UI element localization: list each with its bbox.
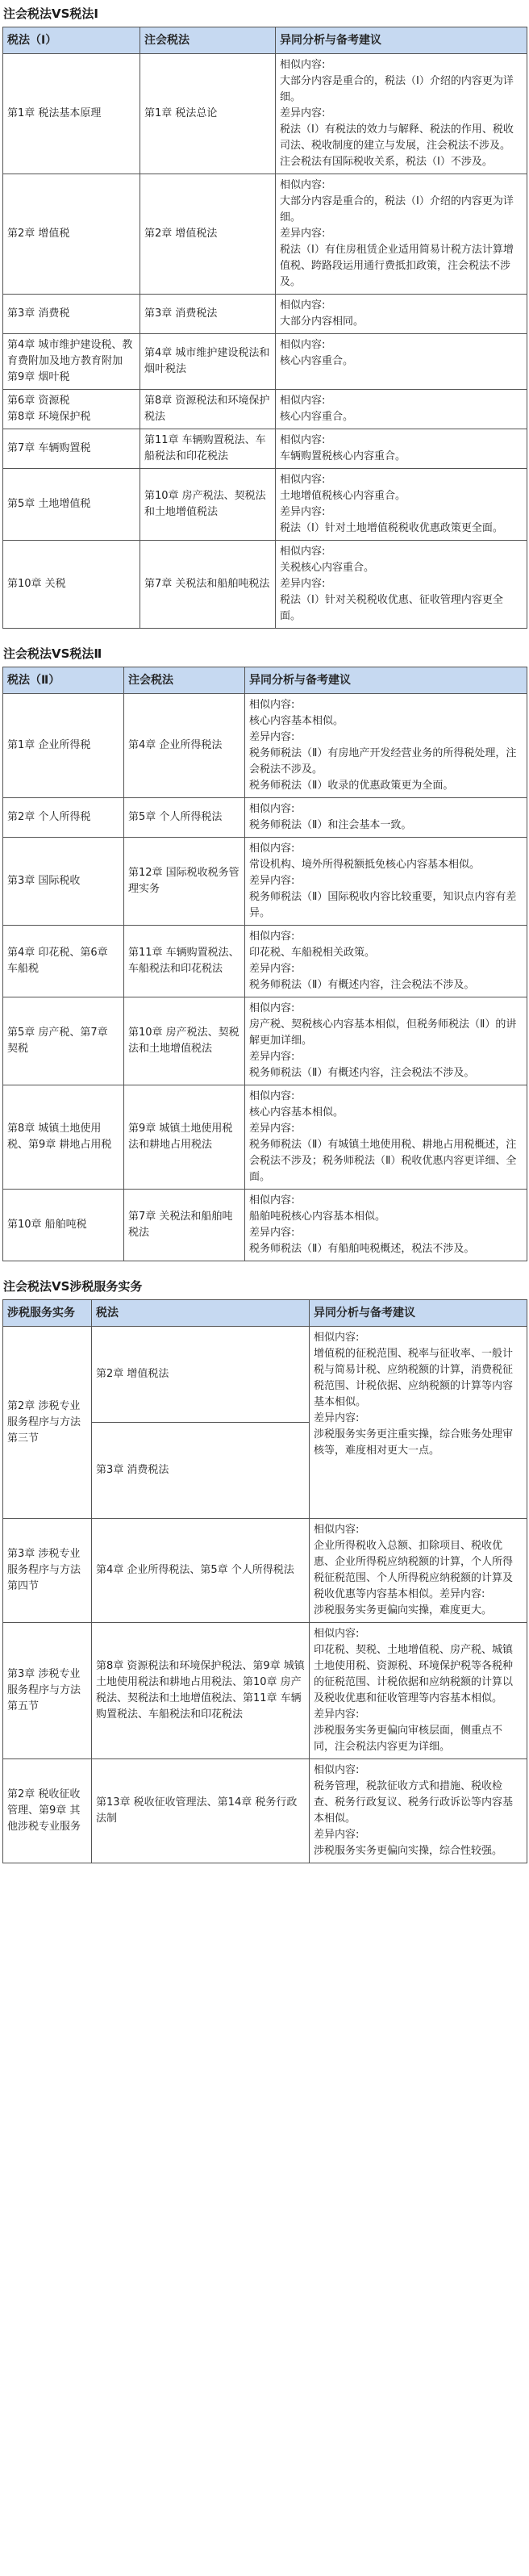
analysis-line: 相似内容:: [249, 1002, 295, 1014]
analysis-line: 税务师税法（Ⅱ）收录的优惠政策更为全面。: [249, 780, 454, 792]
analysis-cell: [276, 429, 527, 469]
table-row: [3, 390, 527, 429]
analysis-line: 税务师税法（Ⅱ）有城镇土地使用税、耕地占用税概述，注会税法不涉及；税务师税法（Ⅱ）税收优惠内容更详细、全面。: [249, 1139, 517, 1183]
analysis-cell: [276, 541, 527, 629]
mid-chapter-cell: 第9章 城镇土地使用税法和耕地占用税法: [124, 1085, 245, 1190]
analysis-line: 印花税、契税、土地增值税、房产税、城镇土地使用税、资源税、环境保护税等各税种的征税范围、计税依据和应纳税额的计算以及税收优惠和征收管理等内容基本相似。: [314, 1644, 514, 1704]
analysis-cell: [310, 1519, 527, 1623]
table-row: [3, 1759, 527, 1863]
column-header: 异同分析与备考建议: [276, 27, 527, 54]
mid-chapter-cell: 第2章 增值税法: [140, 174, 276, 295]
column-header: 涉税服务实务: [3, 1300, 92, 1327]
comparison-table: [2, 1299, 527, 1863]
analysis-cell: [276, 54, 527, 174]
analysis-line: 差异内容:: [280, 228, 326, 240]
analysis-line: 差异内容:: [280, 578, 326, 590]
analysis-line: 土地增值税核心内容重合。: [280, 490, 406, 502]
table-header-row: [3, 1300, 527, 1327]
analysis-line: 差异内容:: [314, 1829, 360, 1841]
column-header: 税法（Ⅰ）: [3, 27, 140, 54]
mid-chapter-cell: 第4章 企业所得税法、第5章 个人所得税法: [92, 1519, 310, 1623]
analysis-cell: [276, 469, 527, 541]
analysis-line: 相似内容:: [249, 1194, 295, 1206]
mid-chapter-cell: 第4章 城市维护建设税法和烟叶税法: [140, 334, 276, 390]
analysis-line: 相似内容:: [280, 474, 326, 486]
analysis-line: 相似内容:: [280, 546, 326, 558]
analysis-line: 差异内容:: [249, 875, 295, 887]
left-chapter-cell: 第3章 涉税专业服务程序与方法 第四节: [3, 1519, 92, 1623]
analysis-line: 相似内容:: [280, 179, 326, 191]
left-chapter-cell: 第8章 城镇土地使用税、第9章 耕地占用税: [3, 1085, 124, 1190]
analysis-line: 税法（Ⅰ）有住房租赁企业适用简易计税方法计算增值税、跨路段运用通行费抵扣政策，注会税法不涉及。: [280, 244, 514, 288]
mid-chapter-cell: 第3章 消费税法: [92, 1423, 310, 1519]
analysis-line: 印花税、车船税相关政策。: [249, 947, 376, 959]
left-chapter-cell: 第7章 车辆购置税: [3, 429, 140, 469]
mid-chapter-cell: 第10章 房产税法、契税法和土地增值税法: [124, 997, 245, 1085]
table-row: [3, 1519, 527, 1623]
analysis-cell: [245, 1190, 527, 1261]
table-row: [3, 1623, 527, 1759]
analysis-line: 核心内容基本相似。: [249, 1106, 344, 1119]
analysis-line: 车辆购置税核心内容重合。: [280, 450, 406, 462]
analysis-line: 相似内容:: [280, 434, 326, 446]
analysis-line: 差异内容:: [280, 506, 326, 518]
table-row: [3, 838, 527, 926]
analysis-cell: [276, 174, 527, 295]
column-header: 异同分析与备考建议: [245, 667, 527, 694]
column-header: 异同分析与备考建议: [310, 1300, 527, 1327]
mid-chapter-cell: 第8章 资源税法和环境保护税法、第9章 城镇土地使用税法和耕地占用税法、第10章 房产税法、契税法和土地增值税法、第11章 车辆购置税法、车船税法和印花税法: [92, 1623, 310, 1759]
table-row: [3, 926, 527, 997]
analysis-cell: [276, 334, 527, 390]
mid-chapter-cell: 第10章 房产税法、契税法和土地增值税法: [140, 469, 276, 541]
mid-chapter-cell: 第7章 关税法和船舶吨税法: [140, 541, 276, 629]
table-row: [3, 429, 527, 469]
mid-chapter-cell: 第12章 国际税收税务管理实务: [124, 838, 245, 926]
analysis-cell: [245, 694, 527, 798]
section-title: 注会税法VS税法Ⅰ: [3, 6, 98, 21]
analysis-line: 相似内容:: [314, 1764, 360, 1776]
analysis-line: 房产税、契税核心内容基本相似，但税务师税法（Ⅱ）的讲解更加详细。: [249, 1018, 517, 1047]
table-row: [3, 1085, 527, 1190]
analysis-line: 涉税服务实务更偏向实操，难度更大。: [314, 1604, 493, 1616]
analysis-line: 核心内容重合。: [280, 355, 354, 367]
left-chapter-cell: 第5章 土地增值税: [3, 469, 140, 541]
analysis-line: 船舶吨税核心内容基本相似。: [249, 1211, 386, 1223]
analysis-line: 相似内容:: [249, 803, 295, 815]
analysis-line: 差异内容:: [249, 731, 295, 743]
analysis-line: 相似内容:: [249, 843, 295, 855]
table-row: [3, 54, 527, 174]
section-title: 注会税法VS税法Ⅱ: [3, 646, 102, 661]
analysis-line: 核心内容基本相似。: [249, 715, 344, 727]
analysis-line: 差异内容:: [249, 1123, 295, 1135]
analysis-line: 涉税服务实务更注重实操，综合账务处理审核等，难度相对更大一点。: [314, 1428, 514, 1457]
table-row: [3, 295, 527, 334]
left-chapter-cell: 第2章 个人所得税: [3, 798, 124, 838]
analysis-line: 税务师税法（Ⅱ）有概述内容，注会税法不涉及。: [249, 979, 475, 991]
analysis-line: 相似内容:: [314, 1524, 360, 1536]
analysis-line: 相似内容:: [249, 930, 295, 943]
analysis-line: 税务管理，税款征收方式和措施、税收检查、税务行政复议、税务行政诉讼等内容基本相似。: [314, 1780, 514, 1825]
left-chapter-cell: 第1章 企业所得税: [3, 694, 124, 798]
table-header-row: [3, 27, 527, 54]
analysis-cell: [245, 1085, 527, 1190]
left-chapter-cell: 第3章 消费税: [3, 295, 140, 334]
column-header: 注会税法: [124, 667, 245, 694]
analysis-line: 大部分内容是重合的，税法（Ⅰ）介绍的内容更为详细。: [280, 195, 514, 224]
left-chapter-cell: 第2章 税收征收管理、第9章 其他涉税专业服务: [3, 1759, 92, 1863]
table-header-row: [3, 667, 527, 694]
analysis-line: 税务师税法（Ⅱ）有房地产开发经营业务的所得税处理，注会税法不涉及。: [249, 747, 517, 776]
left-chapter-cell: 第4章 印花税、第6章 车船税: [3, 926, 124, 997]
analysis-line: 相似内容:: [280, 339, 326, 351]
table-row: [3, 798, 527, 838]
analysis-cell: [310, 1327, 527, 1519]
analysis-line: 相似内容:: [249, 699, 295, 711]
mid-chapter-cell: 第8章 资源税法和环境保护税法: [140, 390, 276, 429]
analysis-line: 税务师税法（Ⅱ）有概述内容，注会税法不涉及。: [249, 1067, 475, 1079]
mid-chapter-cell: 第11章 车辆购置税法、车船税法和印花税法: [124, 926, 245, 997]
analysis-cell: [310, 1623, 527, 1759]
mid-chapter-cell: 第2章 增值税法: [92, 1327, 310, 1423]
analysis-line: 涉税服务实务更偏向实操，综合性较强。: [314, 1845, 503, 1857]
analysis-line: 相似内容:: [280, 59, 326, 71]
mid-chapter-cell: 第13章 税收征收管理法、第14章 税务行政法制: [92, 1759, 310, 1863]
analysis-cell: [276, 295, 527, 334]
analysis-line: 相似内容:: [280, 299, 326, 312]
analysis-cell: [245, 838, 527, 926]
analysis-line: 税务师税法（Ⅱ）和注会基本一致。: [249, 819, 412, 831]
analysis-line: 差异内容:: [280, 107, 326, 119]
analysis-line: 相似内容:: [280, 395, 326, 407]
analysis-line: 相似内容:: [314, 1628, 360, 1640]
left-chapter-cell: 第3章 涉税专业服务程序与方法 第五节: [3, 1623, 92, 1759]
left-chapter-cell: 第10章 关税: [3, 541, 140, 629]
left-chapter-cell: 第10章 船舶吨税: [3, 1190, 124, 1261]
section-title: 注会税法VS涉税服务实务: [3, 1279, 143, 1294]
analysis-cell: [245, 997, 527, 1085]
left-chapter-cell: 第1章 税法基本原理: [3, 54, 140, 174]
table-row: [3, 1327, 527, 1423]
table-row: [3, 334, 527, 390]
analysis-line: 税法（Ⅰ）针对关税税收优惠、征收管理内容更全面。: [280, 594, 503, 622]
table-row: [3, 469, 527, 541]
analysis-line: 注会税法有国际税收关系，税法（Ⅰ）不涉及。: [280, 156, 493, 168]
comparison-table: [2, 667, 527, 1261]
analysis-line: 差异内容:: [314, 1708, 360, 1721]
left-chapter-cell: 第3章 国际税收: [3, 838, 124, 926]
column-header: 税法（Ⅱ）: [3, 667, 124, 694]
mid-chapter-cell: 第11章 车辆购置税法、车船税法和印花税法: [140, 429, 276, 469]
analysis-line: 涉税服务实务更偏向审核层面，侧重点不同，注会税法内容更为详细。: [314, 1725, 503, 1753]
mid-chapter-cell: 第4章 企业所得税法: [124, 694, 245, 798]
analysis-line: 增值税的征税范围、税率与征收率、一般计税与简易计税、应纳税额的计算，消费税征税范围、计税依据、应纳税额的计算等内容基本相似。: [314, 1348, 514, 1408]
analysis-cell: [310, 1759, 527, 1863]
analysis-line: 大部分内容相同。: [280, 316, 364, 328]
table-row: [3, 541, 527, 629]
left-chapter-cell: 第4章 城市维护建设税、教育费附加及地方教育附加 第9章 烟叶税: [3, 334, 140, 390]
analysis-cell: [245, 926, 527, 997]
left-chapter-cell: 第2章 涉税专业服务程序与方法 第三节: [3, 1327, 92, 1519]
analysis-line: 差异内容:: [314, 1412, 360, 1424]
column-header: 注会税法: [140, 27, 276, 54]
table-row: [3, 694, 527, 798]
analysis-line: 税法（Ⅰ）针对土地增值税税收优惠政策更全面。: [280, 522, 503, 534]
left-chapter-cell: 第5章 房产税、第7章 契税: [3, 997, 124, 1085]
analysis-line: 企业所得税收入总额、扣除项目、税收优惠、企业所得税应纳税额的计算，个人所得税征税范围、个人所得税应纳税额的计算及税收优惠等内容基本相似。差异内容:: [314, 1540, 514, 1600]
analysis-line: 常设机构、境外所得税额抵免核心内容基本相似。: [249, 859, 481, 871]
table-row: [3, 997, 527, 1085]
mid-chapter-cell: 第7章 关税法和船舶吨税法: [124, 1190, 245, 1261]
mid-chapter-cell: 第1章 税法总论: [140, 54, 276, 174]
column-header: 税法: [92, 1300, 310, 1327]
analysis-cell: [245, 798, 527, 838]
mid-chapter-cell: 第5章 个人所得税法: [124, 798, 245, 838]
analysis-line: 税务师税法（Ⅱ）有船舶吨税概述，税法不涉及。: [249, 1243, 475, 1255]
analysis-line: 差异内容:: [249, 963, 295, 975]
analysis-cell: [276, 390, 527, 429]
analysis-line: 大部分内容是重合的，税法（Ⅰ）介绍的内容更为详细。: [280, 75, 514, 103]
comparison-table: [2, 27, 527, 629]
left-chapter-cell: 第6章 资源税 第8章 环境保护税: [3, 390, 140, 429]
analysis-line: 税法（Ⅰ）有税法的效力与解释、税法的作用、税收司法、税收制度的建立与发展，注会税法不涉及。: [280, 123, 514, 152]
analysis-line: 关税核心内容重合。: [280, 562, 375, 574]
left-chapter-cell: 第2章 增值税: [3, 174, 140, 295]
analysis-line: 差异内容:: [249, 1051, 295, 1063]
table-row: [3, 174, 527, 295]
table-row: [3, 1190, 527, 1261]
analysis-line: 相似内容:: [314, 1332, 360, 1344]
analysis-line: 核心内容重合。: [280, 411, 354, 423]
analysis-line: 相似内容:: [249, 1090, 295, 1102]
analysis-line: 税务师税法（Ⅱ）国际税收内容比较重要，知识点内容有差异。: [249, 891, 517, 919]
mid-chapter-cell: 第3章 消费税法: [140, 295, 276, 334]
analysis-line: 差异内容:: [249, 1227, 295, 1239]
